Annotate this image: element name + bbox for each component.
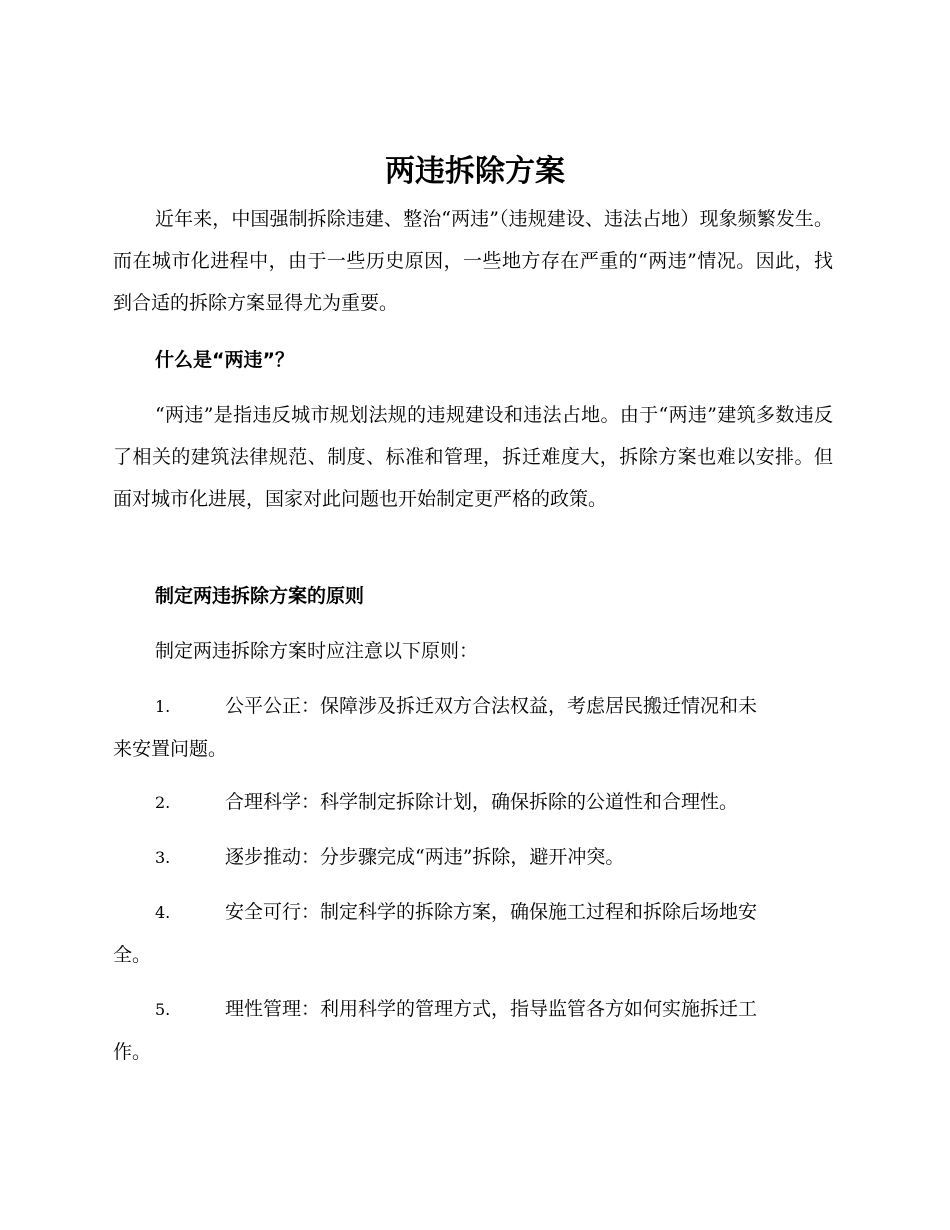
definition-paragraph: “两违”是指违反城市规划法规的违规建设和违法占地。由于“两违”建筑多数违反了相关的建筑法律规范、制度、标准和管理，拆迁难度大，拆除方案也难以安排。但面对城市化进展，国家对此问题也开始制定更严格的政策。 [113, 404, 833, 510]
intro-paragraph: 近年来，中国强制拆除违建、整治“两违”（违规建设、违法占地）现象频繁发生。而在城市化进程中，由于一些历史原因，一些地方存在严重的“两违”情况。因此，找到合适的拆除方案显得尤为重要。 [113, 208, 833, 314]
list-number: 3. [155, 848, 171, 867]
principle-item-1 [113, 685, 833, 770]
list-number: 5. [155, 1000, 171, 1019]
principle-text-line: 逐步推动：分步骤完成“两违”拆除，避开冲突。 [225, 846, 625, 868]
principle-item-4 [113, 891, 833, 976]
list-number: 4. [155, 903, 171, 922]
principle-item-3 [113, 836, 833, 879]
principle-text-continuation: 来安置问题。 [113, 738, 228, 760]
principle-text-continuation: 全。 [113, 944, 152, 966]
section-heading-principles: 制定两违拆除方案的原则 [155, 585, 365, 607]
principle-item-2 [113, 781, 833, 824]
document-title: 两违拆除方案 [385, 154, 565, 189]
list-number: 1. [155, 697, 171, 716]
principle-text-line: 合理科学：科学制定拆除计划，确保拆除的公道性和合理性。 [225, 791, 739, 813]
principles-intro-paragraph: 制定两违拆除方案时应注意以下原则： [155, 640, 479, 662]
principle-text-continuation: 作。 [113, 1041, 152, 1063]
list-number: 2. [155, 793, 171, 812]
principle-text-line: 理性管理：利用科学的管理方式，指导监管各方如何实施拆迁工 [225, 998, 758, 1020]
principle-text-line: 公平公正：保障涉及拆迁双方合法权益，考虑居民搬迁情况和未 [225, 695, 758, 717]
principle-item-5 [113, 988, 833, 1073]
section-heading-what-is: 什么是“两违”？ [155, 349, 294, 371]
principle-text-line: 安全可行：制定科学的拆除方案，确保施工过程和拆除后场地安 [225, 901, 758, 923]
